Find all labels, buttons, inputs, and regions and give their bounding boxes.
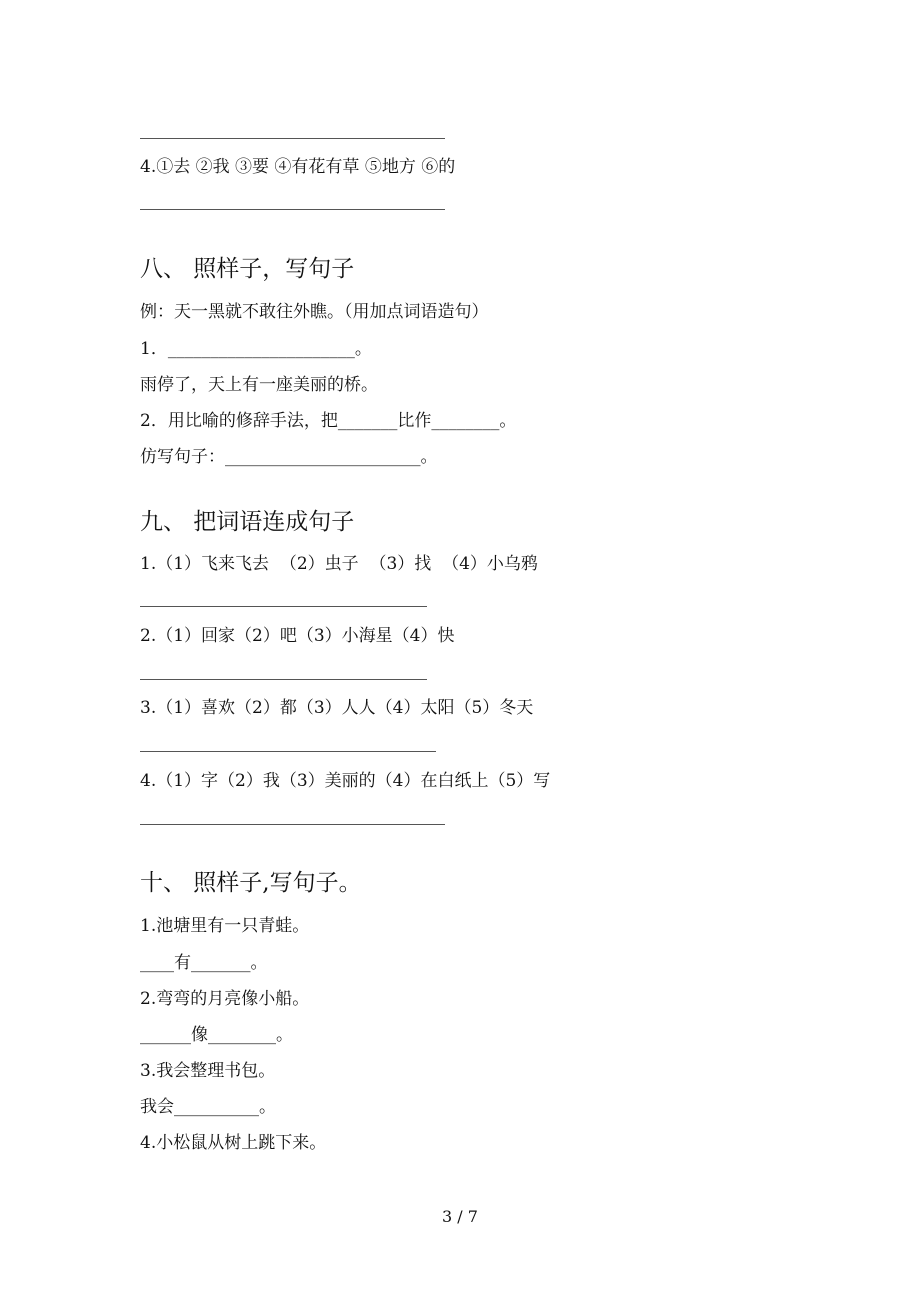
- section-8-item-2: 2．用比喻的修辞手法，把_______比作________。: [140, 411, 517, 431]
- section-9-item-2: 2.（1）回家（2）吧（3）小海星（4）快: [140, 626, 455, 646]
- section-10-line: 4.小松鼠从树上跳下来。: [140, 1133, 327, 1153]
- section-9-item-1: 1.（1）飞来飞去 （2）虫子 （3）找 （4）小乌鸦: [140, 554, 538, 574]
- section-10-line: 3.我会整理书包。: [140, 1061, 276, 1081]
- section-10-line: ______像________。: [140, 1025, 293, 1045]
- exercise-7-item-4: 4.①去 ②我 ③要 ④有花有草 ⑤地方 ⑥的: [140, 157, 456, 177]
- section-9-item-3: 3.（1）喜欢（2）都（3）人人（4）太阳（5）冬天: [140, 698, 534, 718]
- section-8-example: 例：天一黑就不敢往外瞧。（用加点词语造句）: [140, 302, 489, 322]
- answer-line: [140, 751, 436, 752]
- section-8-sentence: 雨停了，天上有一座美丽的桥。: [140, 375, 378, 395]
- section-8-imitate: 仿写句子：_______________________。: [140, 447, 438, 467]
- answer-line: [140, 209, 445, 210]
- section-10-heading: 十、 照样子,写句子。: [140, 870, 362, 896]
- section-8-item-1: 1．______________________。: [140, 339, 372, 359]
- section-9-item-4: 4.（1）字（2）我（3）美丽的（4）在白纸上（5）写: [140, 771, 551, 791]
- answer-line: [140, 606, 427, 607]
- answer-line: [140, 138, 445, 139]
- section-8-heading: 八、 照样子，写句子: [140, 256, 355, 282]
- answer-line: [140, 679, 427, 680]
- section-10-line: ____有_______。: [140, 953, 268, 973]
- section-10-line: 2.弯弯的月亮像小船。: [140, 989, 310, 1009]
- answer-line: [140, 824, 445, 825]
- section-10-line: 我会__________。: [140, 1097, 276, 1117]
- section-9-heading: 九、 把词语连成句子: [140, 509, 355, 535]
- section-10-line: 1.池塘里有一只青蛙。: [140, 916, 310, 936]
- page-number: 3 / 7: [442, 1207, 478, 1226]
